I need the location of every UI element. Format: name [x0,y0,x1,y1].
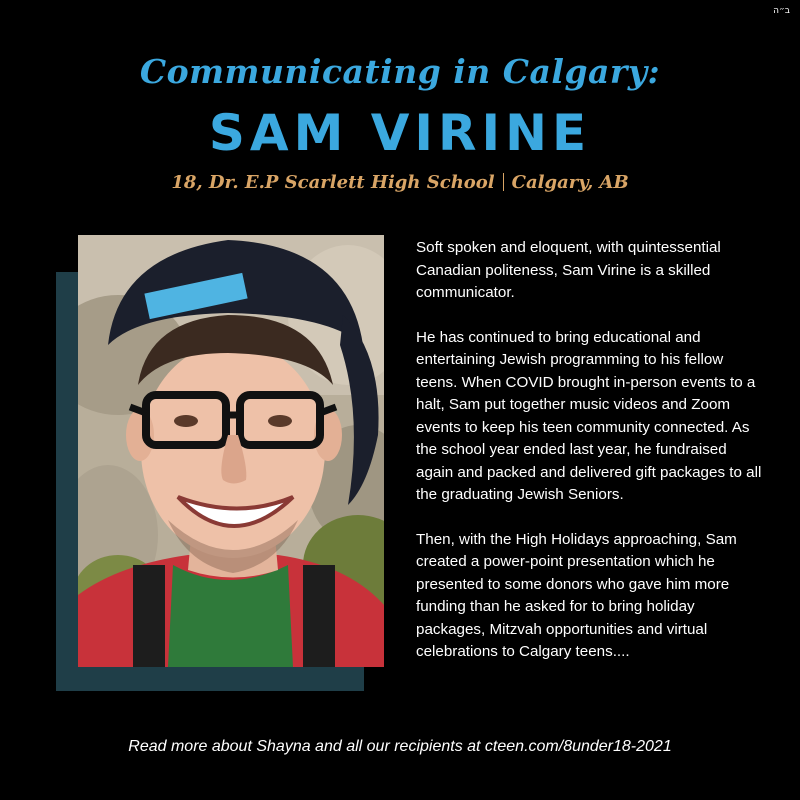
location: Calgary, AB [511,172,629,193]
portrait-photo [78,235,384,667]
body-text [416,237,766,686]
info-line [0,172,800,193]
corner-mark: ב״ה [773,6,790,16]
age-school: 18, Dr. E.P Scarlett High School [171,172,495,193]
page-title: SAM VIRINE [208,104,592,162]
separator [503,173,504,191]
paragraph-programming: He has continued to bring educational and entertaining Jewish programming to his fellow teens. When COVID brought in-person events to a halt, Sam put together music videos and Zoom events to keep his teen community connected. As the school year ended last year, he fundraised again and packed and delivered gift packages to all the graduating Jewish Seniors. [416,328,762,503]
footer-link-text: Read more about Shayna and all our recipients at cteen.com/8under18-2021 [128,738,672,755]
paragraph-high-holidays: Then, with the High Holidays approaching, Sam created a power-point presentation which he presented to some donors who gave him more funding than he asked for to bring holiday packages, Mitzvah opportunities and virtual celebrations to Calgary teens.... [416,530,737,660]
paragraph-intro: Soft spoken and eloquent, with quintessential Canadian politeness, Sam Virine is a skilled communicator. [416,239,721,301]
subtitle: Communicating in Calgary: [139,52,661,91]
